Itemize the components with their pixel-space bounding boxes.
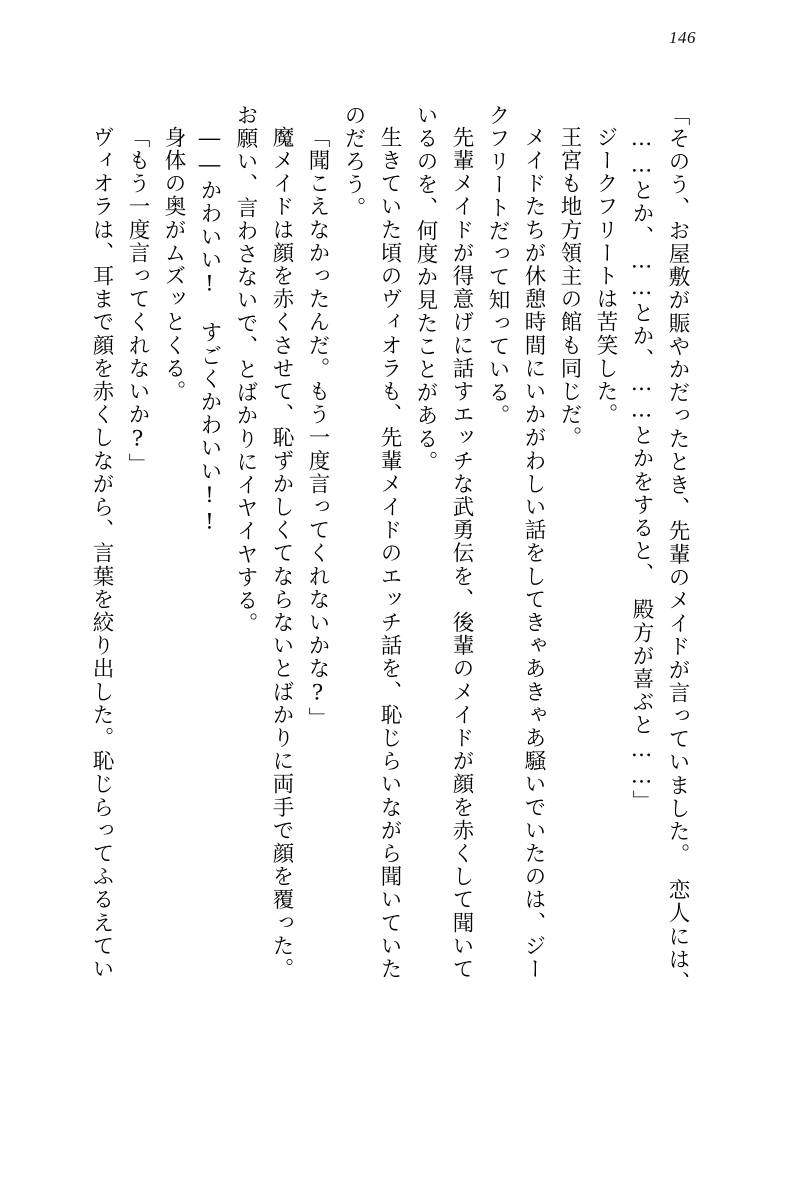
text-line: 先輩メイドが得意げに話すエッチな武勇伝を、後輩のメイドが顔を赤くして聞いて xyxy=(449,126,474,981)
text-line: ……とか、……とか、……とかをすると、 殿方が喜ぶと……」 xyxy=(629,126,654,814)
text-line: 王宮も地方領主の館も同じだ。 xyxy=(557,126,582,450)
text-line: クフリートだって知っている。 xyxy=(485,104,510,428)
text-line: お願い、言わさないで、とばかりにイヤイヤする。 xyxy=(233,104,258,636)
text-line: のだろう。 xyxy=(341,104,366,220)
text-line: ヴィオラは、耳まで顔を赤くしながら、言葉を絞り出した。恥じらってふるえてい xyxy=(89,126,114,981)
vertical-text-block xyxy=(40,104,688,1164)
text-line: 身体の奥がムズッとくる。 xyxy=(161,126,186,404)
text-line: 「もう一度言ってくれないか?」 xyxy=(125,126,150,476)
text-line: 「聞こえなかったんだ。もう一度言ってくれないかな?」 xyxy=(305,126,330,731)
text-line: メイドたちが休憩時間にいかがわしい話をしてきゃあきゃあ騒いでいたのは、ジー xyxy=(521,126,546,981)
page-number: 146 xyxy=(669,28,696,47)
text-line: いるのを、何度か見たことがある。 xyxy=(413,104,438,474)
text-line: ――かわいい! すごくかわいい!! xyxy=(197,126,222,537)
text-line: ジークフリートは苦笑した。 xyxy=(593,126,618,427)
text-line: 魔メイドは顔を赤くさせて、恥ずかしくてならないとばかりに両手で顔を覆った。 xyxy=(269,126,294,981)
text-line: 「そのう、お屋敷が賑やかだったとき、先輩のメイドが言っていました。 恋人には、 xyxy=(665,104,690,995)
text-line: 生きていた頃のヴィオラも、先輩メイドのエッチ話を、恥じらいながら聞いていた xyxy=(377,126,402,981)
